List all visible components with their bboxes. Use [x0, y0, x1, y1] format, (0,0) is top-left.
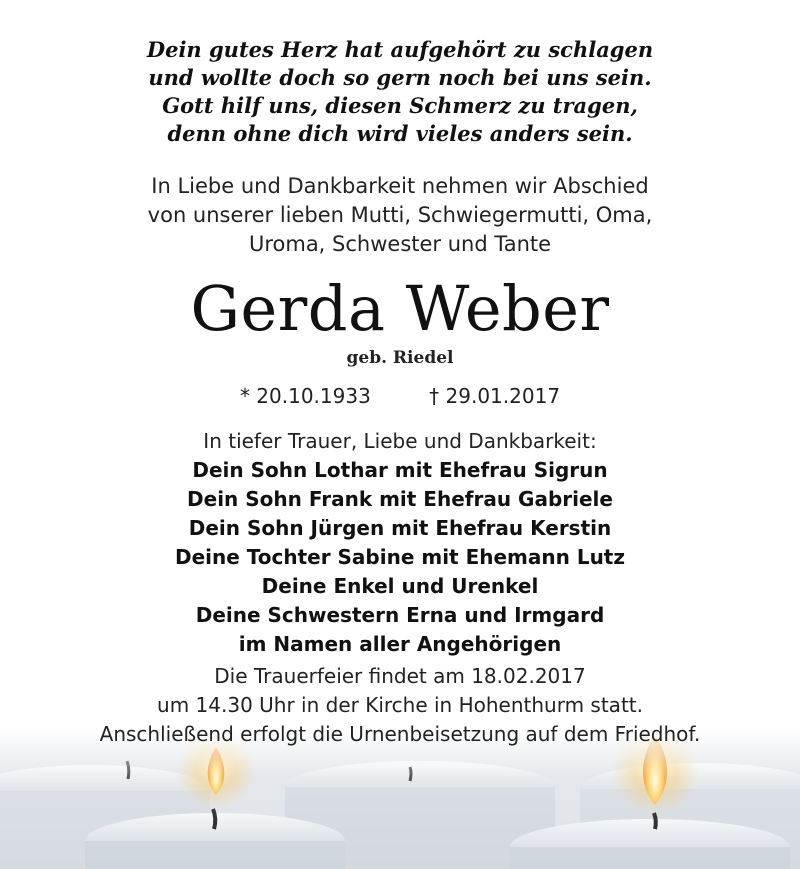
candles-image [0, 729, 800, 869]
farewell-intro [0, 172, 800, 259]
relative-line: Deine Schwestern Erna und Irmgard [195, 603, 605, 627]
service-line: Die Trauerfeier findet am 18.02.2017 [214, 664, 586, 688]
life-dates [0, 382, 800, 410]
relative-line: Dein Sohn Lothar mit Ehefrau Sigrun [192, 458, 608, 482]
relative-line: Deine Tochter Sabine mit Ehemann Lutz [174, 545, 626, 569]
service-line: um 14.30 Uhr in der Kirche in Hohenthurm statt. [157, 693, 643, 717]
relative-line: Deine Enkel und Urenkel [261, 574, 539, 598]
birth-date: * 20.10.1933 [239, 384, 371, 408]
intro-line: In Liebe und Dankbarkeit nehmen wir Abschied [151, 174, 649, 198]
intro-line: Uroma, Schwester und Tante [248, 232, 552, 256]
poem-line: Dein gutes Herz hat aufgehört zu schlagen [146, 37, 654, 62]
poem-line: denn ohne dich wird vieles anders sein. [167, 121, 633, 146]
relative-line: im Namen aller Angehörigen [238, 632, 562, 656]
intro-line: von unserer lieben Mutti, Schwiegermutti, Oma, [147, 203, 653, 227]
mourning-lead: In tiefer Trauer, Liebe und Dankbarkeit: [203, 429, 597, 453]
mourners-list [0, 427, 800, 659]
maiden-name: geb. Riedel [346, 348, 454, 368]
death-date: † 29.01.2017 [429, 384, 561, 408]
service-line: Anschließend erfolgt die Urnenbeisetzung auf dem Friedhof. [99, 722, 701, 746]
funeral-service-info [0, 662, 800, 749]
poem-line: und wollte doch so gern noch bei uns sein. [148, 65, 652, 90]
relative-line: Dein Sohn Jürgen mit Ehefrau Kerstin [188, 516, 612, 540]
deceased-name: Gerda Weber [190, 272, 610, 345]
relative-line: Dein Sohn Frank mit Ehefrau Gabriele [187, 487, 613, 511]
poem [0, 36, 800, 148]
poem-line: Gott hilf uns, diesen Schmerz zu tragen, [162, 93, 638, 118]
